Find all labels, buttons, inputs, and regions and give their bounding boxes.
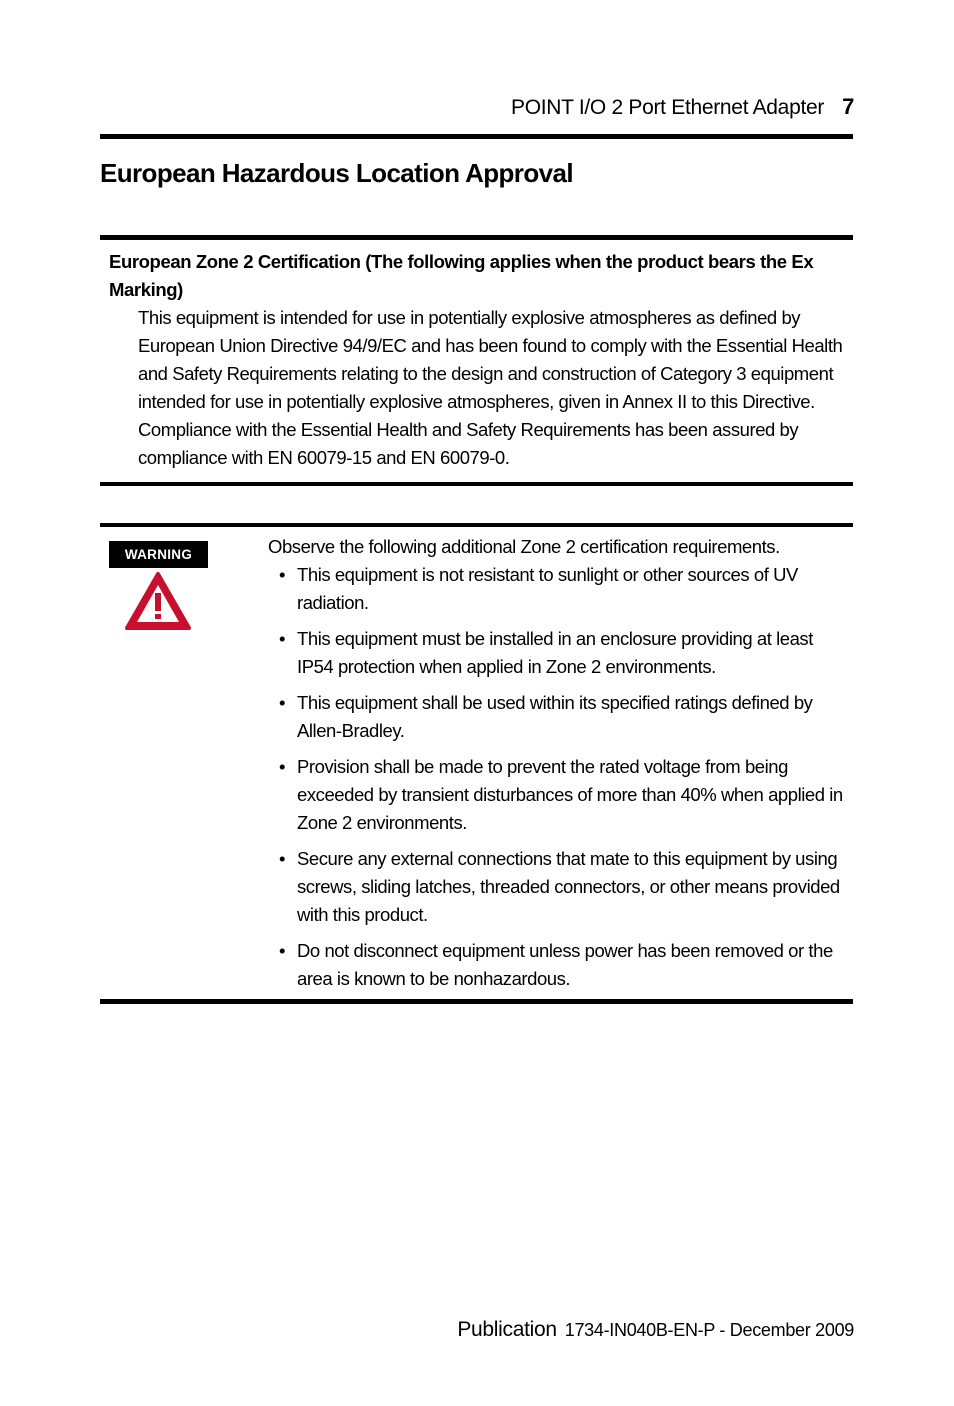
certification-box bbox=[100, 235, 853, 486]
certification-bottom-rule bbox=[100, 482, 853, 486]
certification-body: This equipment is intended for use in potentially explosive atmospheres as defined by European Union Directive 94/9/EC and has been found to comply with the Essential Health and Safety Requirements relating to the design and construction of Category 3 equipment intended for use in potentially explosive atmospheres, given in Annex II to this Directive. Compliance with the Essential Health and Safety Requirements has been assured by compliance with EN 60079-15 and EN 60079-0. bbox=[138, 307, 843, 468]
list-item: • This equipment is not resistant to sunlight or other sources of UV radiation. bbox=[268, 561, 853, 617]
warning-triangle-icon bbox=[124, 571, 192, 636]
footer bbox=[457, 1318, 854, 1342]
running-header-title: POINT I/O 2 Port Ethernet Adapter bbox=[511, 96, 825, 119]
publication-number: 1734-IN040B-EN-P - December 2009 bbox=[564, 1320, 854, 1340]
list-item: • Secure any external connections that mate to this equipment by using screws, sliding latches, threaded connectors, or other means provided with this product. bbox=[268, 845, 853, 929]
warning-list bbox=[268, 561, 853, 993]
list-item: • Provision shall be made to prevent the rated voltage from being exceeded by transient disturbances of more than 40% when applied in Zone 2 environments. bbox=[268, 753, 853, 837]
certification-heading: European Zone 2 Certification (The following applies when the product bears the Ex Marking) bbox=[109, 251, 814, 300]
warning-box bbox=[100, 523, 853, 1004]
warning-bottom-rule bbox=[100, 999, 853, 1004]
list-item: • Do not disconnect equipment unless power has been removed or the area is known to be nonhazardous. bbox=[268, 937, 853, 993]
page-number: 7 bbox=[842, 94, 854, 119]
warning-label: WARNING bbox=[109, 541, 208, 568]
running-header bbox=[511, 94, 854, 120]
publication-label: Publication bbox=[457, 1318, 557, 1341]
certification-top-rule bbox=[100, 235, 853, 240]
warning-text bbox=[268, 527, 853, 993]
warning-intro: Observe the following additional Zone 2 certification requirements. bbox=[268, 536, 780, 557]
list-item: • This equipment shall be used within its specified ratings defined by Allen-Bradley. bbox=[268, 689, 853, 745]
list-item: • This equipment must be installed in an enclosure providing at least IP54 protection when applied in Zone 2 environments. bbox=[268, 625, 853, 681]
header-rule bbox=[100, 134, 853, 139]
section-title: European Hazardous Location Approval bbox=[100, 158, 573, 188]
